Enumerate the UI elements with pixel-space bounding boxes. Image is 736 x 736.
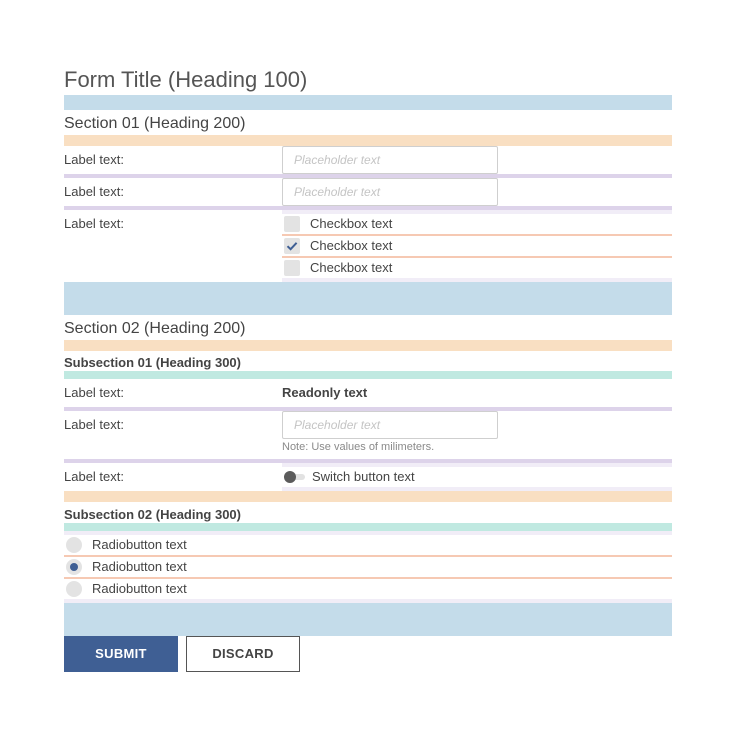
checkbox-text: Checkbox text bbox=[310, 238, 393, 253]
submit-button[interactable]: SUBMIT bbox=[64, 636, 178, 672]
switch-row[interactable] bbox=[282, 469, 672, 487]
text-input[interactable] bbox=[282, 146, 498, 174]
radio-row[interactable] bbox=[64, 579, 672, 599]
radio-dot bbox=[70, 563, 78, 571]
spacer-band bbox=[64, 491, 672, 502]
checkbox-checked[interactable] bbox=[284, 238, 300, 254]
spacer-band bbox=[64, 340, 672, 351]
discard-button[interactable]: DISCARD bbox=[186, 636, 300, 672]
input-placeholder: Placeholder text bbox=[294, 418, 381, 432]
spacer-band bbox=[282, 463, 672, 467]
radio-button[interactable] bbox=[66, 581, 82, 597]
subsection-02-heading: Subsection 02 (Heading 300) bbox=[64, 507, 241, 522]
radio-text: Radiobutton text bbox=[92, 581, 187, 596]
subsection-01-heading: Subsection 01 (Heading 300) bbox=[64, 355, 241, 370]
text-input[interactable] bbox=[282, 411, 498, 439]
field-note: Note: Use values of milimeters. bbox=[282, 441, 435, 453]
spacer-band bbox=[64, 282, 672, 315]
input-placeholder: Placeholder text bbox=[294, 185, 381, 199]
spacer-band bbox=[64, 603, 672, 636]
field-label: Label text: bbox=[64, 216, 124, 231]
checkbox[interactable] bbox=[284, 216, 300, 232]
checkbox-row[interactable] bbox=[282, 258, 672, 278]
section-01-heading: Section 01 (Heading 200) bbox=[64, 115, 246, 132]
readonly-value: Readonly text bbox=[282, 385, 368, 400]
spacer-band bbox=[64, 523, 672, 531]
switch-text: Switch button text bbox=[312, 469, 415, 484]
switch-knob bbox=[284, 471, 296, 483]
text-input[interactable] bbox=[282, 178, 498, 206]
radio-text: Radiobutton text bbox=[92, 537, 187, 552]
checkbox-row[interactable] bbox=[282, 236, 672, 256]
radio-button[interactable] bbox=[66, 537, 82, 553]
field-label: Label text: bbox=[64, 385, 124, 400]
radio-row[interactable] bbox=[64, 557, 672, 577]
checkbox[interactable] bbox=[284, 260, 300, 276]
field-label: Label text: bbox=[64, 152, 124, 167]
form-title: Form Title (Heading 100) bbox=[64, 67, 308, 92]
field-label: Label text: bbox=[64, 469, 124, 484]
field-label: Label text: bbox=[64, 417, 124, 432]
check-icon bbox=[284, 238, 300, 254]
radio-text: Radiobutton text bbox=[92, 559, 187, 574]
field-label: Label text: bbox=[64, 184, 124, 199]
switch-toggle[interactable] bbox=[284, 471, 306, 483]
checkbox-row[interactable] bbox=[282, 214, 672, 234]
radio-button-selected[interactable] bbox=[66, 559, 82, 575]
spacer-band bbox=[64, 135, 672, 146]
radio-row[interactable] bbox=[64, 535, 672, 555]
input-placeholder: Placeholder text bbox=[294, 153, 381, 167]
section-02-heading: Section 02 (Heading 200) bbox=[64, 320, 246, 337]
checkbox-text: Checkbox text bbox=[310, 260, 393, 275]
spacer-band bbox=[64, 95, 672, 110]
spacer-band bbox=[64, 371, 672, 379]
checkbox-text: Checkbox text bbox=[310, 216, 393, 231]
